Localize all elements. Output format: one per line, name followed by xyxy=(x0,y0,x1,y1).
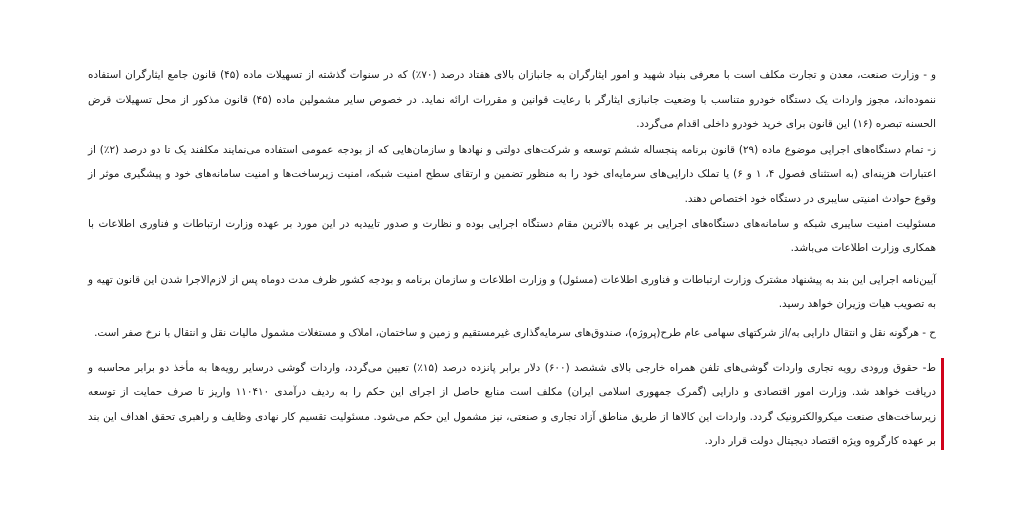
paragraph-clause-vav: و - وزارت صنعت، معدن و تجارت مکلف است با معرفی بنیاد شهید و امور ایثارگران به جانبازان بالای هفتاد درصد (۷۰٪) که در سنوات گذشته از تسهیلات ماده (۴۵) قانون جامع ایثارگران استفاده ننموده‌اند، مجوز واردات یک دستگاه خودرو متناسب با وضعیت جانبازی ایثارگر با رعایت قوانین و مقررات ارائه نماید. در خصوص سایر مشمولین ماده (۴۵) قانون مذکور از محل تسهیلات قرض الحسنه تبصره (۱۶) این قانون برای خرید خودرو داخلی اقدام می‌گردد. xyxy=(88,69,936,131)
paragraph-clause-ze: ز- تمام دستگاه‌های اجرایی موضوع ماده (۲۹) قانون برنامه پنجساله ششم توسعه و شرکت‌های دولتی و نهادها و سازمان‌هایی که از بودجه عمومی استفاده می‌نمایند مکلفند یک تا دو درصد (۲٪) از اعتبارات هزینه‌ای (به استثنای فصول ۴، ۱ و ۶) یا تملک دارایی‌های سرمایه‌ای خود را به منظور تضمین و ارتقای سطح امنیت شبکه، امنیت زیرساخت‌ها و امنیت سامانه‌های خود و پیشگیری موثر از وقوع حوادث امنیتی سایبری در دستگاه خود اختصاص دهند. xyxy=(88,143,937,205)
paragraph-clause-ta-wrapper xyxy=(88,356,936,454)
paragraph-clause-ta: ط- حقوق ورودی رویه تجاری واردات گوشی‌های تلفن همراه خارجی بالای ششصد (۶۰۰) دلار برابر پانزده درصد (۱۵٪) تعیین می‌گردد، واردات گوشی درسایر رویه‌ها به مأخذ دو برابر محاسبه و دریافت خواهد شد. وزارت امور اقتصادی و دارایی (گمرک جمهوری اسلامی ایران) مکلف است منابع حاصل از اجرای این حکم را به ردیف درآمدی ۱۱۰۴۱۰ واریز تا صرف حمایت از توسعه زیرساخت‌های صنعت میکروالکترونیک گردد. واردات این کالاها از طریق مناطق آزاد تجاری و صنعتی، نیز مشمول این حکم می‌شود. مسئولیت تقسیم کار نهادی وظایف و راهبری تحقق اهداف این بند بر عهده کارگروه ویژه اقتصاد دیجیتال دولت قرار دارد. xyxy=(88,361,936,448)
paragraph-executive-bylaw: آیین‌نامه اجرایی این بند به پیشنهاد مشترک وزارت ارتباطات و فناوری اطلاعات (مسئول) و وزارت اطلاعات و سازمان برنامه و بودجه کشور ظرف مدت دوماه پس از لازم‌الاجرا شدن این قانون تهیه و به تصویب هیات وزیران خواهد رسید. xyxy=(88,273,936,311)
change-marker-bar xyxy=(941,358,944,450)
paragraph-clause-he: ح - هرگونه نقل و انتقال دارایی به/از شرکتهای سهامی عام طرح(پروژه)، صندوق‌های سرمایه‌گذاری غیرمستقیم و زمین و ساختمان، املاک و مستغلات مشمول مالیات نقل و انتقال با نرخ صفر است. xyxy=(94,326,936,339)
document-body xyxy=(88,62,936,454)
paragraph-security-responsibility: مسئولیت امنیت سایبری شبکه و سامانه‌های دستگاه‌های اجرایی بر عهده بالاترین مقام دستگاه اجرایی بوده و نظارت و صدور تاییدیه در این مورد بر عهده وزارت ارتباطات و فناوری اطلاعات با همکاری وزارت اطلاعات می‌باشد. xyxy=(88,217,936,255)
